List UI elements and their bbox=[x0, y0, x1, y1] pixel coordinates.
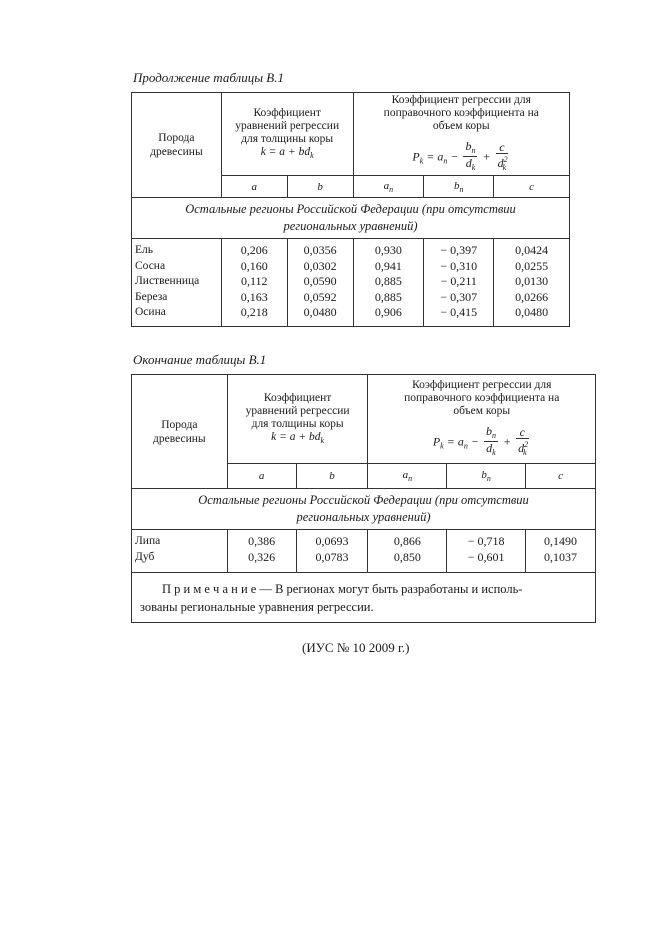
table2-caption: Окончание таблицы В.1 bbox=[133, 352, 267, 367]
footer-ius: (ИУС № 10 2009 г.) bbox=[302, 640, 410, 655]
pk-formula: $P_k = a_п$ − $\frac{b_п}{d_k}$ + $\frac{c}{d^2_k}$ bbox=[412, 139, 508, 172]
table1-an-col: 0,930 0,941 0,885 0,885 0,906 bbox=[353, 239, 424, 327]
col-b-2: b bbox=[296, 464, 368, 489]
table2-an-col: 0,866 0,850 bbox=[368, 530, 447, 573]
table2 bbox=[131, 374, 596, 623]
table2-bn-col: − 0,718 − 0,601 bbox=[447, 530, 526, 573]
k-formula: $k = a + bd_k$ bbox=[260, 145, 314, 160]
col-c: c bbox=[494, 176, 570, 198]
table2-species-col: Липа Дуб bbox=[132, 530, 228, 573]
table2-b-col: 0,0693 0,0783 bbox=[296, 530, 368, 573]
col-a: a bbox=[221, 176, 287, 198]
k-formula-2: $k = a + bd_k$ bbox=[271, 430, 325, 445]
table1-volume-header: Коэффициент регрессии для поправочного коэффициента на объем коры $P_k = a_п$ − $\frac{b_п}{d_k}$ + $\frac{c}{d^2_k}$ bbox=[353, 93, 569, 176]
table2-volume-header: Коэффициент регрессии для поправочного коэффициента на объем коры $P_k = a_п$ − $\frac{b_п}{d_k}$ + $\frac{c}{d^2_k}$ bbox=[368, 375, 596, 464]
table2-species-header: Порода древесины bbox=[132, 375, 228, 489]
table1-caption: Продолжение таблицы В.1 bbox=[133, 70, 284, 85]
table1-region-row: Остальные регионы Российской Федерации (при отсутствии региональных уравнений) bbox=[132, 198, 570, 239]
table1-thickness-header: Коэффициент уравнений регрессии для толщины коры $k = a + bd_k$ bbox=[221, 93, 353, 176]
table1-a-col: 0,206 0,160 0,112 0,163 0,218 bbox=[221, 239, 287, 327]
col-b: b bbox=[287, 176, 353, 198]
col-an: $a_п$ bbox=[353, 176, 424, 198]
pk-formula-2: $P_k = a_п$ − $\frac{b_п}{d_k}$ + $\frac{c}{d^2_k}$ bbox=[432, 424, 529, 457]
note-label: П р и м е ч а н и е bbox=[162, 581, 257, 596]
table2-c-col: 0,1490 0,1037 bbox=[526, 530, 596, 573]
col-bn: $b_п$ bbox=[424, 176, 494, 198]
table1 bbox=[131, 92, 570, 327]
table2-note: П р и м е ч а н и е — В регионах могут быть разработаны и исполь- зованы региональные уравнения регрессии. bbox=[132, 573, 596, 623]
col-a-2: a bbox=[227, 464, 296, 489]
table1-bn-col: − 0,397 − 0,310 − 0,211 − 0,307 − 0,415 bbox=[424, 239, 494, 327]
table2-thickness-header: Коэффициент уравнений регрессии для толщины коры $k = a + bd_k$ bbox=[227, 375, 368, 464]
table2-a-col: 0,386 0,326 bbox=[227, 530, 296, 573]
table1-c-col: 0,0424 0,0255 0,0130 0,0266 0,0480 bbox=[494, 239, 570, 327]
table2-region-row: Остальные регионы Российской Федерации (при отсутствии региональных уравнений) bbox=[132, 489, 596, 530]
col-bn-2: $b_п$ bbox=[447, 464, 526, 489]
col-an-2: $a_п$ bbox=[368, 464, 447, 489]
col-c-2: c bbox=[526, 464, 596, 489]
table1-species-col: Ель Сосна Лиственница Береза Осина bbox=[132, 239, 222, 327]
table1-b-col: 0,0356 0,0302 0,0590 0,0592 0,0480 bbox=[287, 239, 353, 327]
table1-species-header: Порода древесины bbox=[132, 93, 222, 198]
